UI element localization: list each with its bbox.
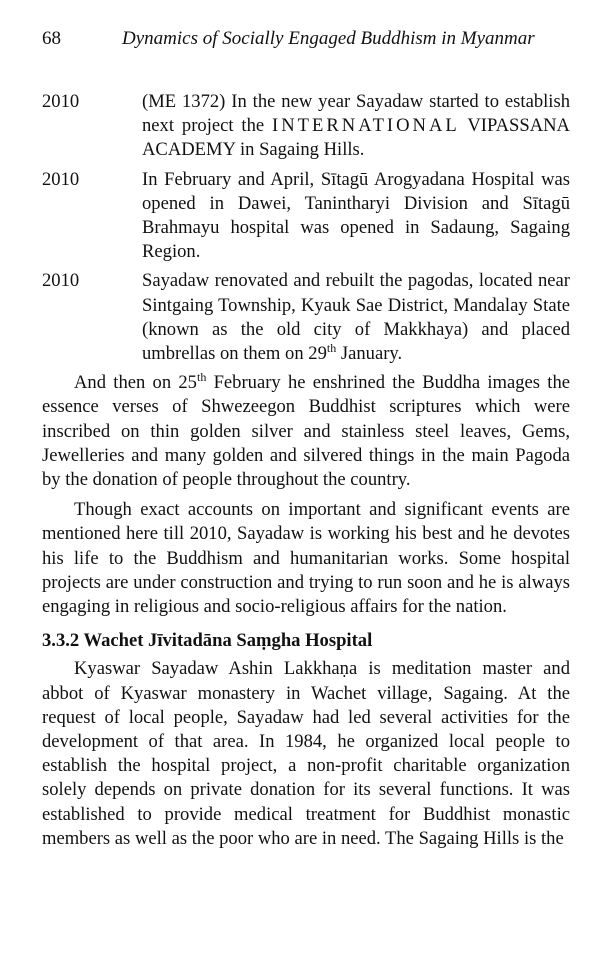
entry-text-part: Sayadaw renovated and rebuilt the pagodas, located near Sintgaing Township, Kyauk Sae District, Mandalay State (known as the old city of Makkhaya) and placed umbrellas on them on 29 <box>142 270 570 365</box>
section-heading: 3.3.2 Wachet Jīvitadāna Saṃgha Hospital <box>42 630 373 652</box>
entry-text-part: VIPASSANA ACADEMY in Sagaing Hills. <box>142 115 570 161</box>
entry-text: In February and April, Sītagū Arogyadana Hospital was opened in Dawei, Tanintharyi Division and Sītagū Brahmayu hospital was opened in Sadaung, Sagaing Region. <box>142 168 570 263</box>
ordinal-suffix: th <box>326 340 337 355</box>
entry-text <box>142 90 570 163</box>
entry-emphasis: INTERNATIONAL <box>272 115 460 137</box>
entry-text-part: January. <box>336 343 403 365</box>
entry-year: 2010 <box>42 168 80 190</box>
ordinal-suffix: th <box>196 370 207 385</box>
running-header <box>42 28 570 58</box>
entry-text-part: (ME 1372) In the new year Sayadaw started to establish next project the <box>142 91 570 137</box>
chronology-entry <box>42 168 570 265</box>
body-paragraph <box>42 371 570 492</box>
body-paragraph: Though exact accounts on important and significant events are mentioned here till 2010, Sayadaw is working his best and he devotes his life to the Buddhism and humanitarian works. Some hospital projects are under construction and trying to run soon and he is always engaging in religious and socio-religious affairs for the nation. <box>42 499 570 618</box>
entry-text <box>142 269 570 366</box>
page-number: 68 <box>42 28 61 49</box>
paragraph-text-part: February he enshrined the Buddha images the essence verses of Shwezeegon Buddhist scriptures which were inscribed on thin golden silver and stainless steel leaves, Gems, Jewelleries and many golden and silvered things in the main Pagoda by the donation of people throughout the country. <box>42 372 570 491</box>
body-paragraph: Kyaswar Sayadaw Ashin Lakkhaṇa is meditation master and abbot of Kyaswar monastery in Wachet village, Sagaing. At the request of local people, Sayadaw had led several activities for the development of that area. In 1984, he organized local people to establish the hospital project, a non-profit charitable organization solely depends on private donation for its several functions. It was established to provide medical treatment for Buddhist monastic members as well as the poor who are in need. The Sagaing Hills is the <box>42 658 570 849</box>
paragraph-text-part: And then on 25 <box>74 372 197 394</box>
chronology-entry <box>42 269 570 366</box>
running-title: Dynamics of Socially Engaged Buddhism in Myanmar <box>122 28 535 49</box>
chronology-list <box>42 90 570 366</box>
entry-year: 2010 <box>42 270 80 292</box>
entry-year: 2010 <box>42 91 80 112</box>
chronology-entry <box>42 90 570 163</box>
